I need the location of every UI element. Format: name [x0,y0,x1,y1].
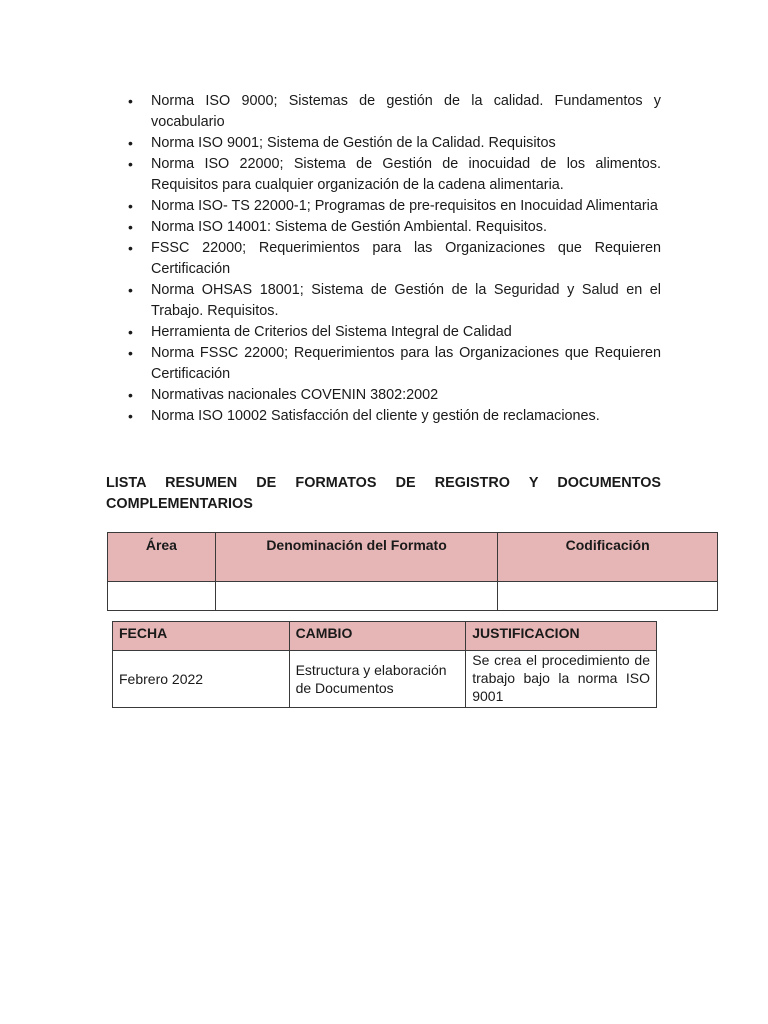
table-cell [108,582,216,611]
list-item: • Norma ISO 10002 Satisfacción del cliente y gestión de reclamaciones. [128,406,661,427]
bullet-icon: • [128,408,133,424]
list-item: • Norma ISO 22000; Sistema de Gestión de inocuidad de los alimentos. Requisitos para cualquier organización de la cadena alimentaria. [128,156,661,193]
column-header-codificacion: Codificación [498,533,718,582]
column-header-area: Área [108,533,216,582]
changes-table [112,621,657,708]
column-header-denominacion: Denominación del Formato [215,533,498,582]
list-item: • Normativas nacionales COVENIN 3802:2002 [128,385,661,406]
list-item: • FSSC 22000; Requerimientos para las Organizaciones que Requieren Certificación [128,240,661,277]
list-item: • Norma ISO- TS 22000-1; Programas de pre-requisitos en Inocuidad Alimentaria [128,196,661,217]
bullet-icon: • [128,387,133,403]
bullet-icon: • [128,156,133,172]
column-header-fecha: FECHA [113,622,290,651]
column-header-justificacion: JUSTIFICACION [466,622,657,651]
bullet-icon: • [128,93,133,109]
formats-table [107,532,718,611]
bullet-icon: • [128,324,133,340]
list-item: • Herramienta de Criterios del Sistema Integral de Calidad [128,322,661,343]
bullet-icon: • [128,240,133,256]
list-item: • Norma OHSAS 18001; Sistema de Gestión de la Seguridad y Salud en el Trabajo. Requisitos. [128,282,661,319]
list-item: • Norma FSSC 22000; Requerimientos para las Organizaciones que Requieren Certificación [128,345,661,382]
bullet-icon: • [128,219,133,235]
section-title: LISTA RESUMEN DE FORMATOS DE REGISTRO Y DOCUMENTOS COMPLEMENTARIOS [106,475,661,512]
table-header-row [113,622,657,651]
table-cell [215,582,498,611]
list-item: • Norma ISO 9000; Sistemas de gestión de la calidad. Fundamentos y vocabulario [128,93,661,130]
bullet-icon: • [128,135,133,151]
table-row [113,651,657,708]
table-cell-fecha: Febrero 2022 [113,651,290,708]
table-row [108,582,718,611]
table-header-row [108,533,718,582]
reference-list [128,91,661,427]
column-header-cambio: CAMBIO [289,622,466,651]
list-item: • Norma ISO 14001: Sistema de Gestión Ambiental. Requisitos. [128,217,661,238]
bullet-icon: • [128,345,133,361]
list-item: • Norma ISO 9001; Sistema de Gestión de la Calidad. Requisitos [128,133,661,154]
table-cell-justificacion: Se crea el procedimiento de trabajo bajo la norma ISO 9001 [466,651,657,708]
bullet-icon: • [128,198,133,214]
table-cell-cambio: Estructura y elaboración de Documentos [289,651,466,708]
table-cell [498,582,718,611]
bullet-icon: • [128,282,133,298]
